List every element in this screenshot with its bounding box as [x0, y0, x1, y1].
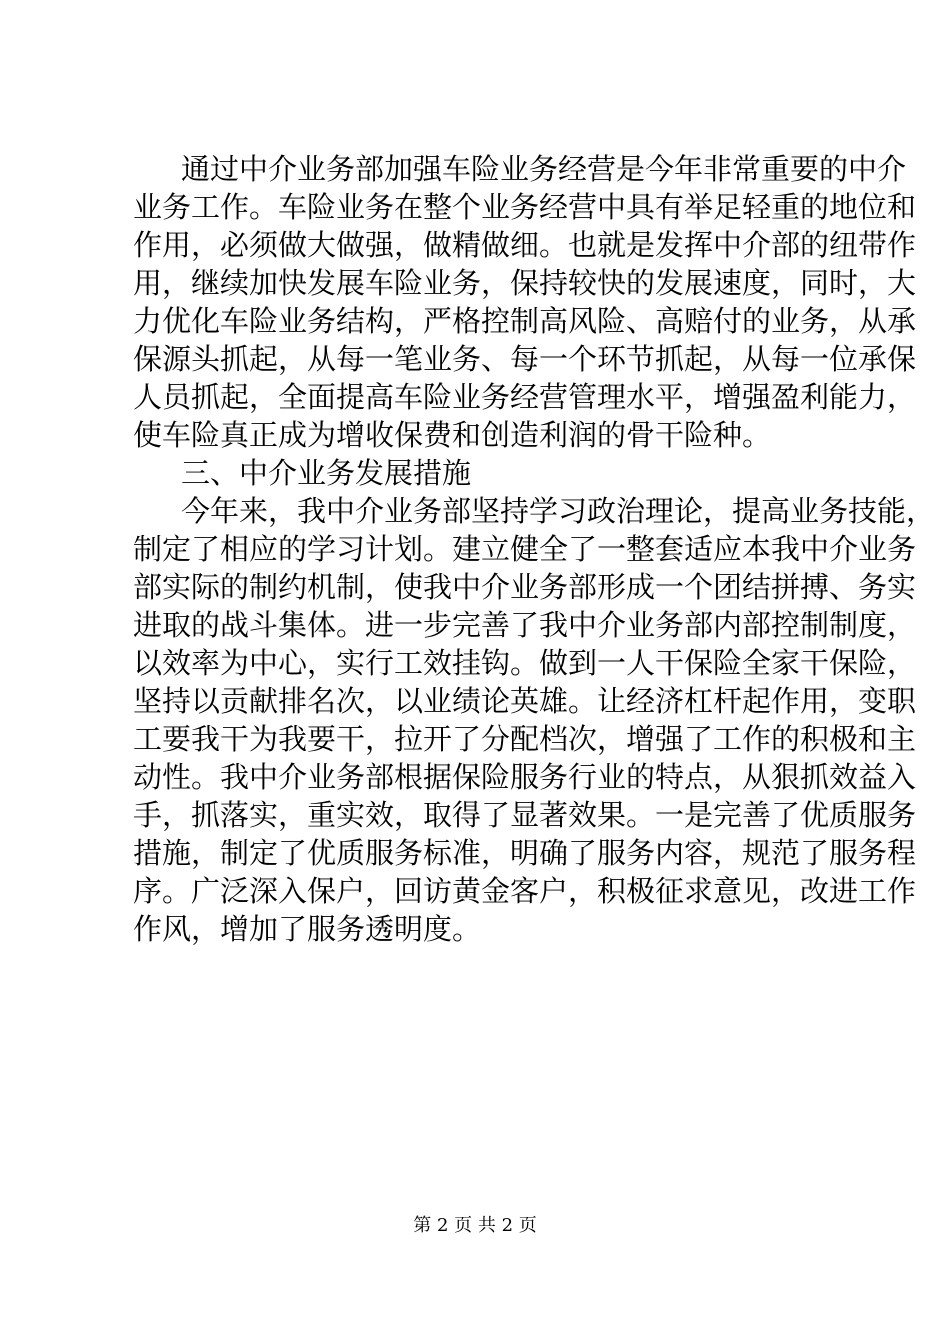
page-number-footer: 第 2 页 共 2 页	[413, 1215, 537, 1236]
text-line: 今年来，我中介业务部坚持学习政治理论，提高业务技能，	[181, 494, 936, 528]
text-line: 进取的战斗集体。进一步完善了我中介业务部内部控制制度，	[133, 608, 917, 642]
section-heading	[133, 454, 835, 492]
text-line: 作用，必须做大做强，做精做细。也就是发挥中介部的纽带作	[133, 228, 917, 262]
text-line: 序。广泛深入保户，回访黄金客户，积极征求意见，改进工作	[133, 874, 917, 908]
paragraph-car-insurance	[133, 150, 917, 454]
text-line: 措施，制定了优质服务标准，明确了服务内容，规范了服务程	[133, 836, 917, 870]
paragraph-measures	[133, 492, 936, 948]
text-line: 坚持以贡献排名次，以业绩论英雄。让经济杠杆起作用，变职	[133, 684, 917, 718]
text-line: 用，继续加快发展车险业务，保持较快的发展速度，同时，大	[133, 266, 917, 300]
heading-text: 三、中介业务发展措施	[181, 456, 472, 490]
text-line: 使车险真正成为增收保费和创造利润的骨干险种。	[133, 418, 772, 452]
document-body	[133, 150, 936, 948]
text-line: 保源头抓起，从每一笔业务、每一个环节抓起，从每一位承保	[133, 342, 917, 376]
text-line: 制定了相应的学习计划。建立健全了一整套适应本我中介业务	[133, 532, 917, 566]
text-line: 以效率为中心，实行工效挂钩。做到一人干保险全家干保险，	[133, 646, 917, 680]
text-line: 作风，增加了服务透明度。	[133, 912, 482, 946]
text-line: 人员抓起，全面提高车险业务经营管理水平，增强盈利能力，	[133, 380, 917, 414]
text-line: 动性。我中介业务部根据保险服务行业的特点，从狠抓效益入	[133, 760, 917, 794]
text-line: 力优化车险业务结构，严格控制高风险、高赔付的业务，从承	[133, 304, 917, 338]
text-line: 通过中介业务部加强车险业务经营是今年非常重要的中介	[181, 152, 907, 186]
text-line: 工要我干为我要干，拉开了分配档次，增强了工作的积极和主	[133, 722, 917, 756]
text-line: 业务工作。车险业务在整个业务经营中具有举足轻重的地位和	[133, 190, 917, 224]
text-line: 手，抓落实，重实效，取得了显著效果。一是完善了优质服务	[133, 798, 917, 832]
text-line: 部实际的制约机制，使我中介业务部形成一个团结拼搏、务实	[133, 570, 917, 604]
